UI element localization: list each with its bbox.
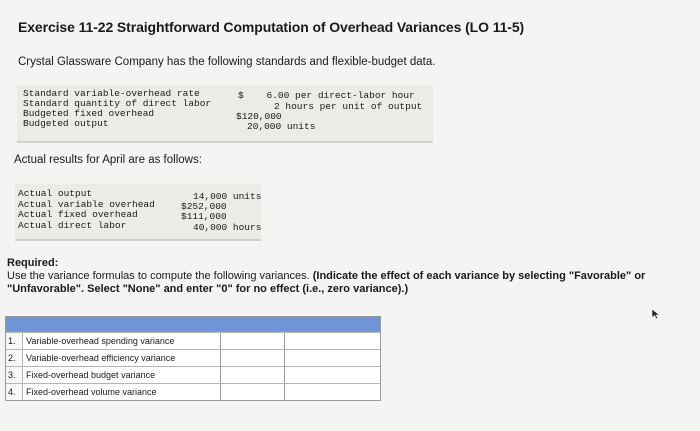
variance-amount-input[interactable]: [221, 367, 285, 383]
standards-label: Budgeted fixed overhead: [23, 108, 155, 119]
required-instructions: [7, 257, 667, 296]
standards-value: $ 6.00 per direct-labor hour: [238, 90, 415, 101]
table-row: [6, 349, 380, 366]
variance-label: Fixed-overhead volume variance: [23, 384, 221, 400]
variance-amount-input[interactable]: [221, 333, 285, 349]
actuals-label: Actual fixed overhead: [18, 209, 138, 220]
table-header: [6, 317, 380, 332]
required-text: Use the variance formulas to compute the following variances.: [7, 270, 313, 282]
table-row: [6, 383, 380, 400]
table-row: [6, 332, 380, 349]
standards-value: $120,000: [236, 111, 282, 122]
variance-answer-table: [5, 316, 381, 401]
actuals-label: Actual direct labor: [18, 220, 127, 231]
row-number: 2.: [6, 350, 23, 366]
variance-label: Fixed-overhead budget variance: [23, 367, 221, 383]
row-number: 4.: [6, 384, 23, 400]
variance-effect-select[interactable]: [285, 350, 372, 366]
variance-label: Variable-overhead efficiency variance: [23, 350, 221, 366]
actuals-value: 40,000 hours: [193, 222, 262, 233]
standards-table: [17, 85, 433, 143]
variance-effect-select[interactable]: [285, 333, 372, 349]
table-row: [6, 366, 380, 383]
actuals-value: $111,000: [181, 211, 227, 222]
required-bold-text: (Indicate the effect of each variance by selecting "Favorable" or "Unfavorable". Select "None" and enter "0" for no effect (i.e., zero variance).): [7, 270, 646, 295]
variance-amount-input[interactable]: [221, 384, 285, 400]
variance-label: Variable-overhead spending variance: [23, 333, 221, 349]
actuals-label: Actual output: [18, 188, 93, 199]
variance-amount-input[interactable]: [221, 350, 285, 366]
variance-effect-select[interactable]: [285, 367, 372, 383]
standards-value: 2 hours per unit of output: [274, 101, 423, 112]
intro-text: Crystal Glassware Company has the following standards and flexible-budget data.: [18, 56, 436, 68]
exercise-title: Exercise 11-22 Straightforward Computation of Overhead Variances (LO 11-5): [18, 19, 525, 35]
actuals-label: Actual variable overhead: [18, 199, 155, 210]
actuals-value: 14,000 units: [193, 191, 262, 202]
required-heading: Required:: [7, 257, 59, 269]
standards-label: Standard quantity of direct labor: [23, 98, 212, 109]
variance-effect-select[interactable]: [285, 384, 372, 400]
standards-label: Standard variable-overhead rate: [23, 88, 200, 99]
actual-results-intro: Actual results for April are as follows:: [14, 154, 202, 166]
standards-label: Budgeted output: [23, 118, 109, 129]
actuals-value: $252,000: [181, 201, 227, 212]
standards-value: 20,000 units: [247, 121, 316, 132]
actuals-table: [15, 184, 261, 241]
row-number: 1.: [6, 333, 23, 349]
mouse-cursor-icon: [651, 308, 661, 320]
row-number: 3.: [6, 367, 23, 383]
